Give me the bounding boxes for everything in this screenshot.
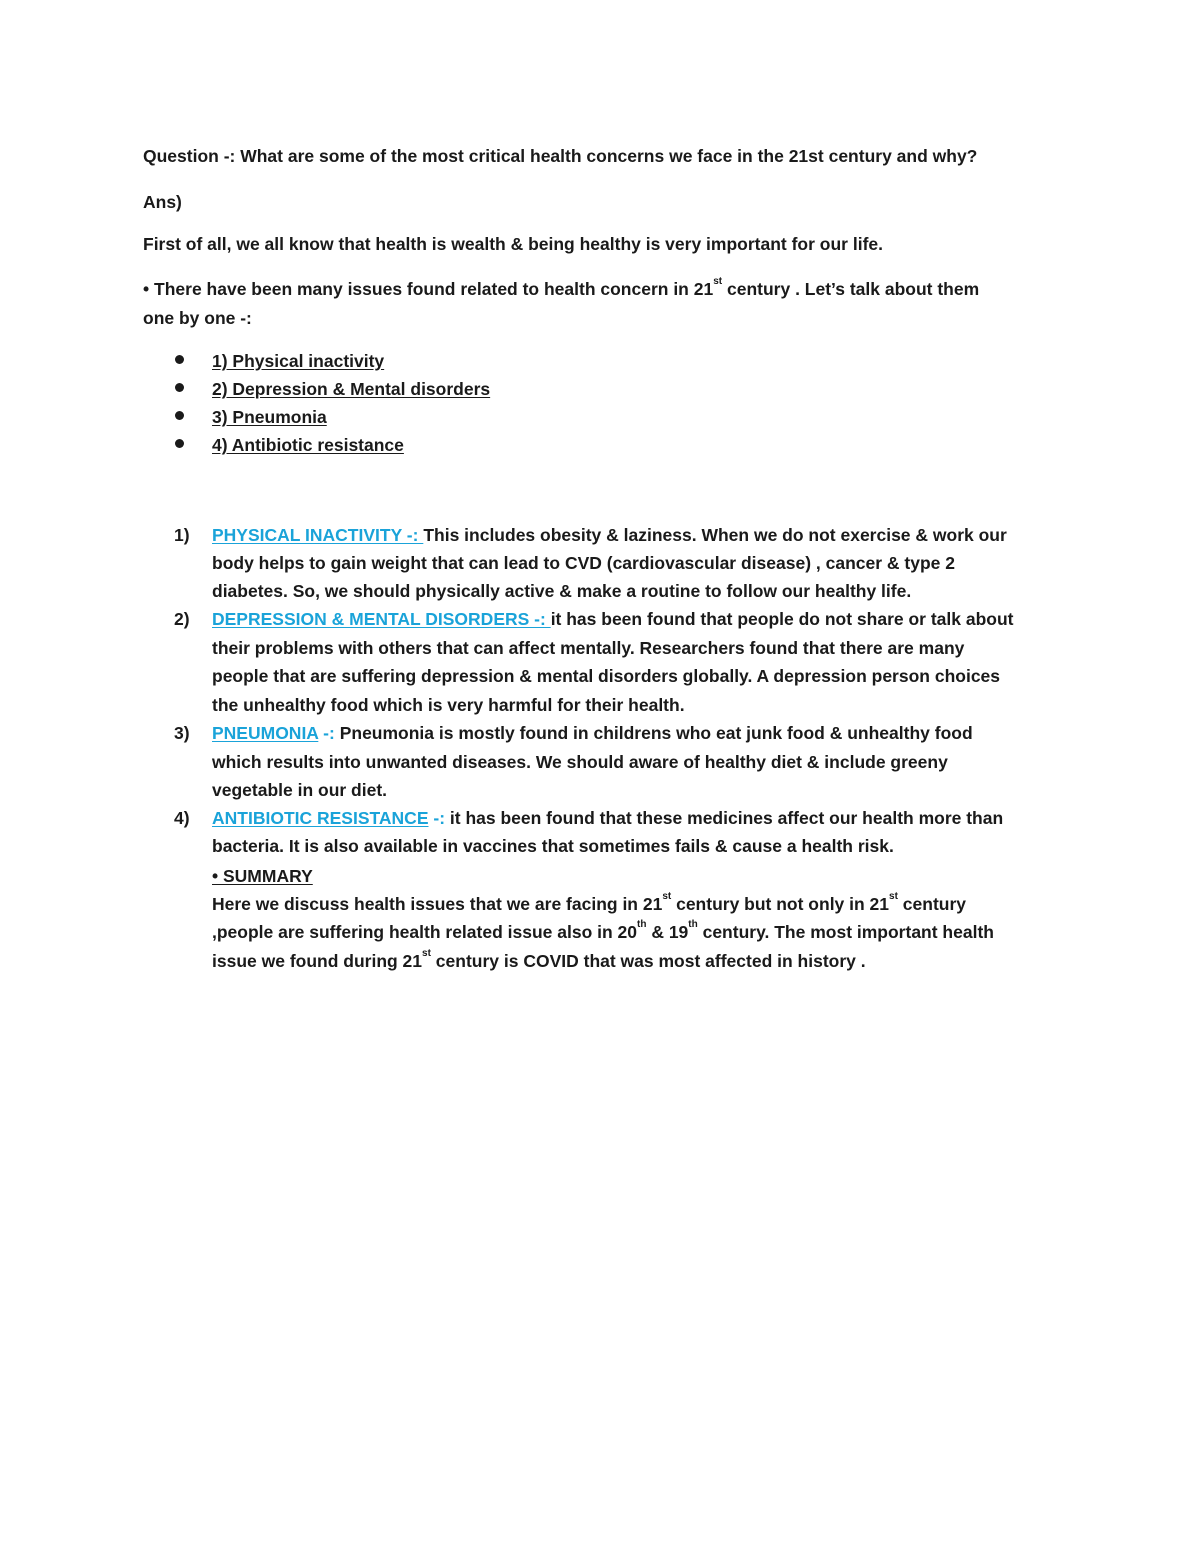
detail-heading: DEPRESSION & MENTAL DISORDERS -: (212, 609, 551, 629)
detail-text: vegetable in our diet. (212, 780, 388, 800)
list-item: 1) Physical inactivity (212, 351, 385, 371)
detail-text: Pneumonia is mostly found in childrens who eat junk food & unhealthy food (339, 723, 973, 743)
summary-line: ,people are suffering health related issue also in 20th & 19th century. The most important health (212, 919, 994, 942)
list-item: 4) Antibiotic resistance (212, 435, 404, 455)
bullet-intro-line2: one by one -: (143, 308, 252, 328)
summary-heading: • SUMMARY (212, 866, 313, 886)
detail-text: which results into unwanted diseases. We should aware of healthy diet & include greeny (212, 752, 948, 772)
document-page: Question -: What are some of the most critical health concerns we face in the 21st century and why? Ans) First of all, we all know that health is wealth & being healthy is very important for our life. • There have been many issues found related to health concern in 21st century . Let’s talk about them one by one -: 1) Physical inactivity 2) Depression & Mental disorders 3) Pneumonia 4) Antibiotic resistance 1) PHYSICAL INACTIVITY -: This includes obesity & laziness. When we do not exercise & work our body helps to gain weight that can lead to CVD (cardiovascular disease) , cancer & type 2 diabetes. So, we should physically active & make a routine to follow our healthy life. 2) DEPRESSION & MENTAL DISORDERS -: it has been found that people do not share or talk about their problems with others that can affect mentally. Researchers found that there are many people that are suffering depression & mental disorders globally. A depression person choices the unhealthy food which is very harmful for their health. 3) PNEUMONIA -: Pneumonia is mostly found in childrens who eat junk food & unhealthy food which results into unwanted diseases. We should aware of healthy diet & include greeny vegetable in our diet. 4) ANTIBIOTIC RESISTANCE -: it has been found that these medicines affect our health more than bacteria. It is also available in vaccines that sometimes fails & cause a health risk. • SUMMARY Here we discuss health issues that we are facing in 21st century but not only in 21st century ,people are suffering health related issue also in 20th & 19th century. The most important health issue we found during 21st century is COVID that was most affected in history . (0, 0, 1200, 1553)
detail-heading: PHYSICAL INACTIVITY -: (212, 525, 424, 545)
list-bullet-icon (175, 411, 184, 420)
question-text: Question -: What are some of the most critical health concerns we face in the 21st century and why? (143, 146, 978, 166)
bullet-icon: • (143, 279, 150, 299)
detail-text: bacteria. It is also available in vaccines that sometimes fails & cause a health risk. (212, 836, 894, 856)
detail-text: it has been found that these medicines affect our health more than (449, 808, 1004, 828)
detail-text: the unhealthy food which is very harmful for their health. (212, 695, 685, 715)
list-item: 3) Pneumonia (212, 407, 327, 427)
detail-text: diabetes. So, we should physically active & make a routine to follow our healthy life. (212, 581, 912, 601)
list-bullet-icon (175, 383, 184, 392)
detail-text: This includes obesity & laziness. When we do not exercise & work our (423, 525, 1007, 545)
detail-text: their problems with others that can affect mentally. Researchers found that there are many (212, 638, 965, 658)
detail-text: it has been found that people do not share or talk about (550, 609, 1014, 629)
list-item: 2) Depression & Mental disorders (212, 379, 491, 399)
summary-line: Here we discuss health issues that we are facing in 21st century but not only in 21st century (212, 891, 967, 914)
detail-number: 1) (174, 525, 190, 545)
list-bullet-icon (175, 355, 184, 364)
intro-paragraph: First of all, we all know that health is wealth & being healthy is very important for our life. (143, 234, 883, 254)
detail-heading: PNEUMONIA (212, 723, 319, 743)
detail-text: body helps to gain weight that can lead to CVD (cardiovascular disease) , cancer & type 2 (212, 553, 955, 573)
detail-number: 4) (174, 808, 190, 828)
detail-number: 3) (174, 723, 190, 743)
list-bullet-icon (175, 439, 184, 448)
answer-label: Ans) (143, 192, 182, 212)
detail-number: 2) (174, 609, 190, 629)
detail-heading: ANTIBIOTIC RESISTANCE (212, 808, 429, 828)
detail-text: people that are suffering depression & mental disorders globally. A depression person choices (212, 666, 1001, 686)
bullet-intro-line1: • There have been many issues found related to health concern in 21st century . Let’s talk about them (143, 276, 980, 299)
summary-line: issue we found during 21st century is COVID that was most affected in history . (212, 948, 866, 971)
